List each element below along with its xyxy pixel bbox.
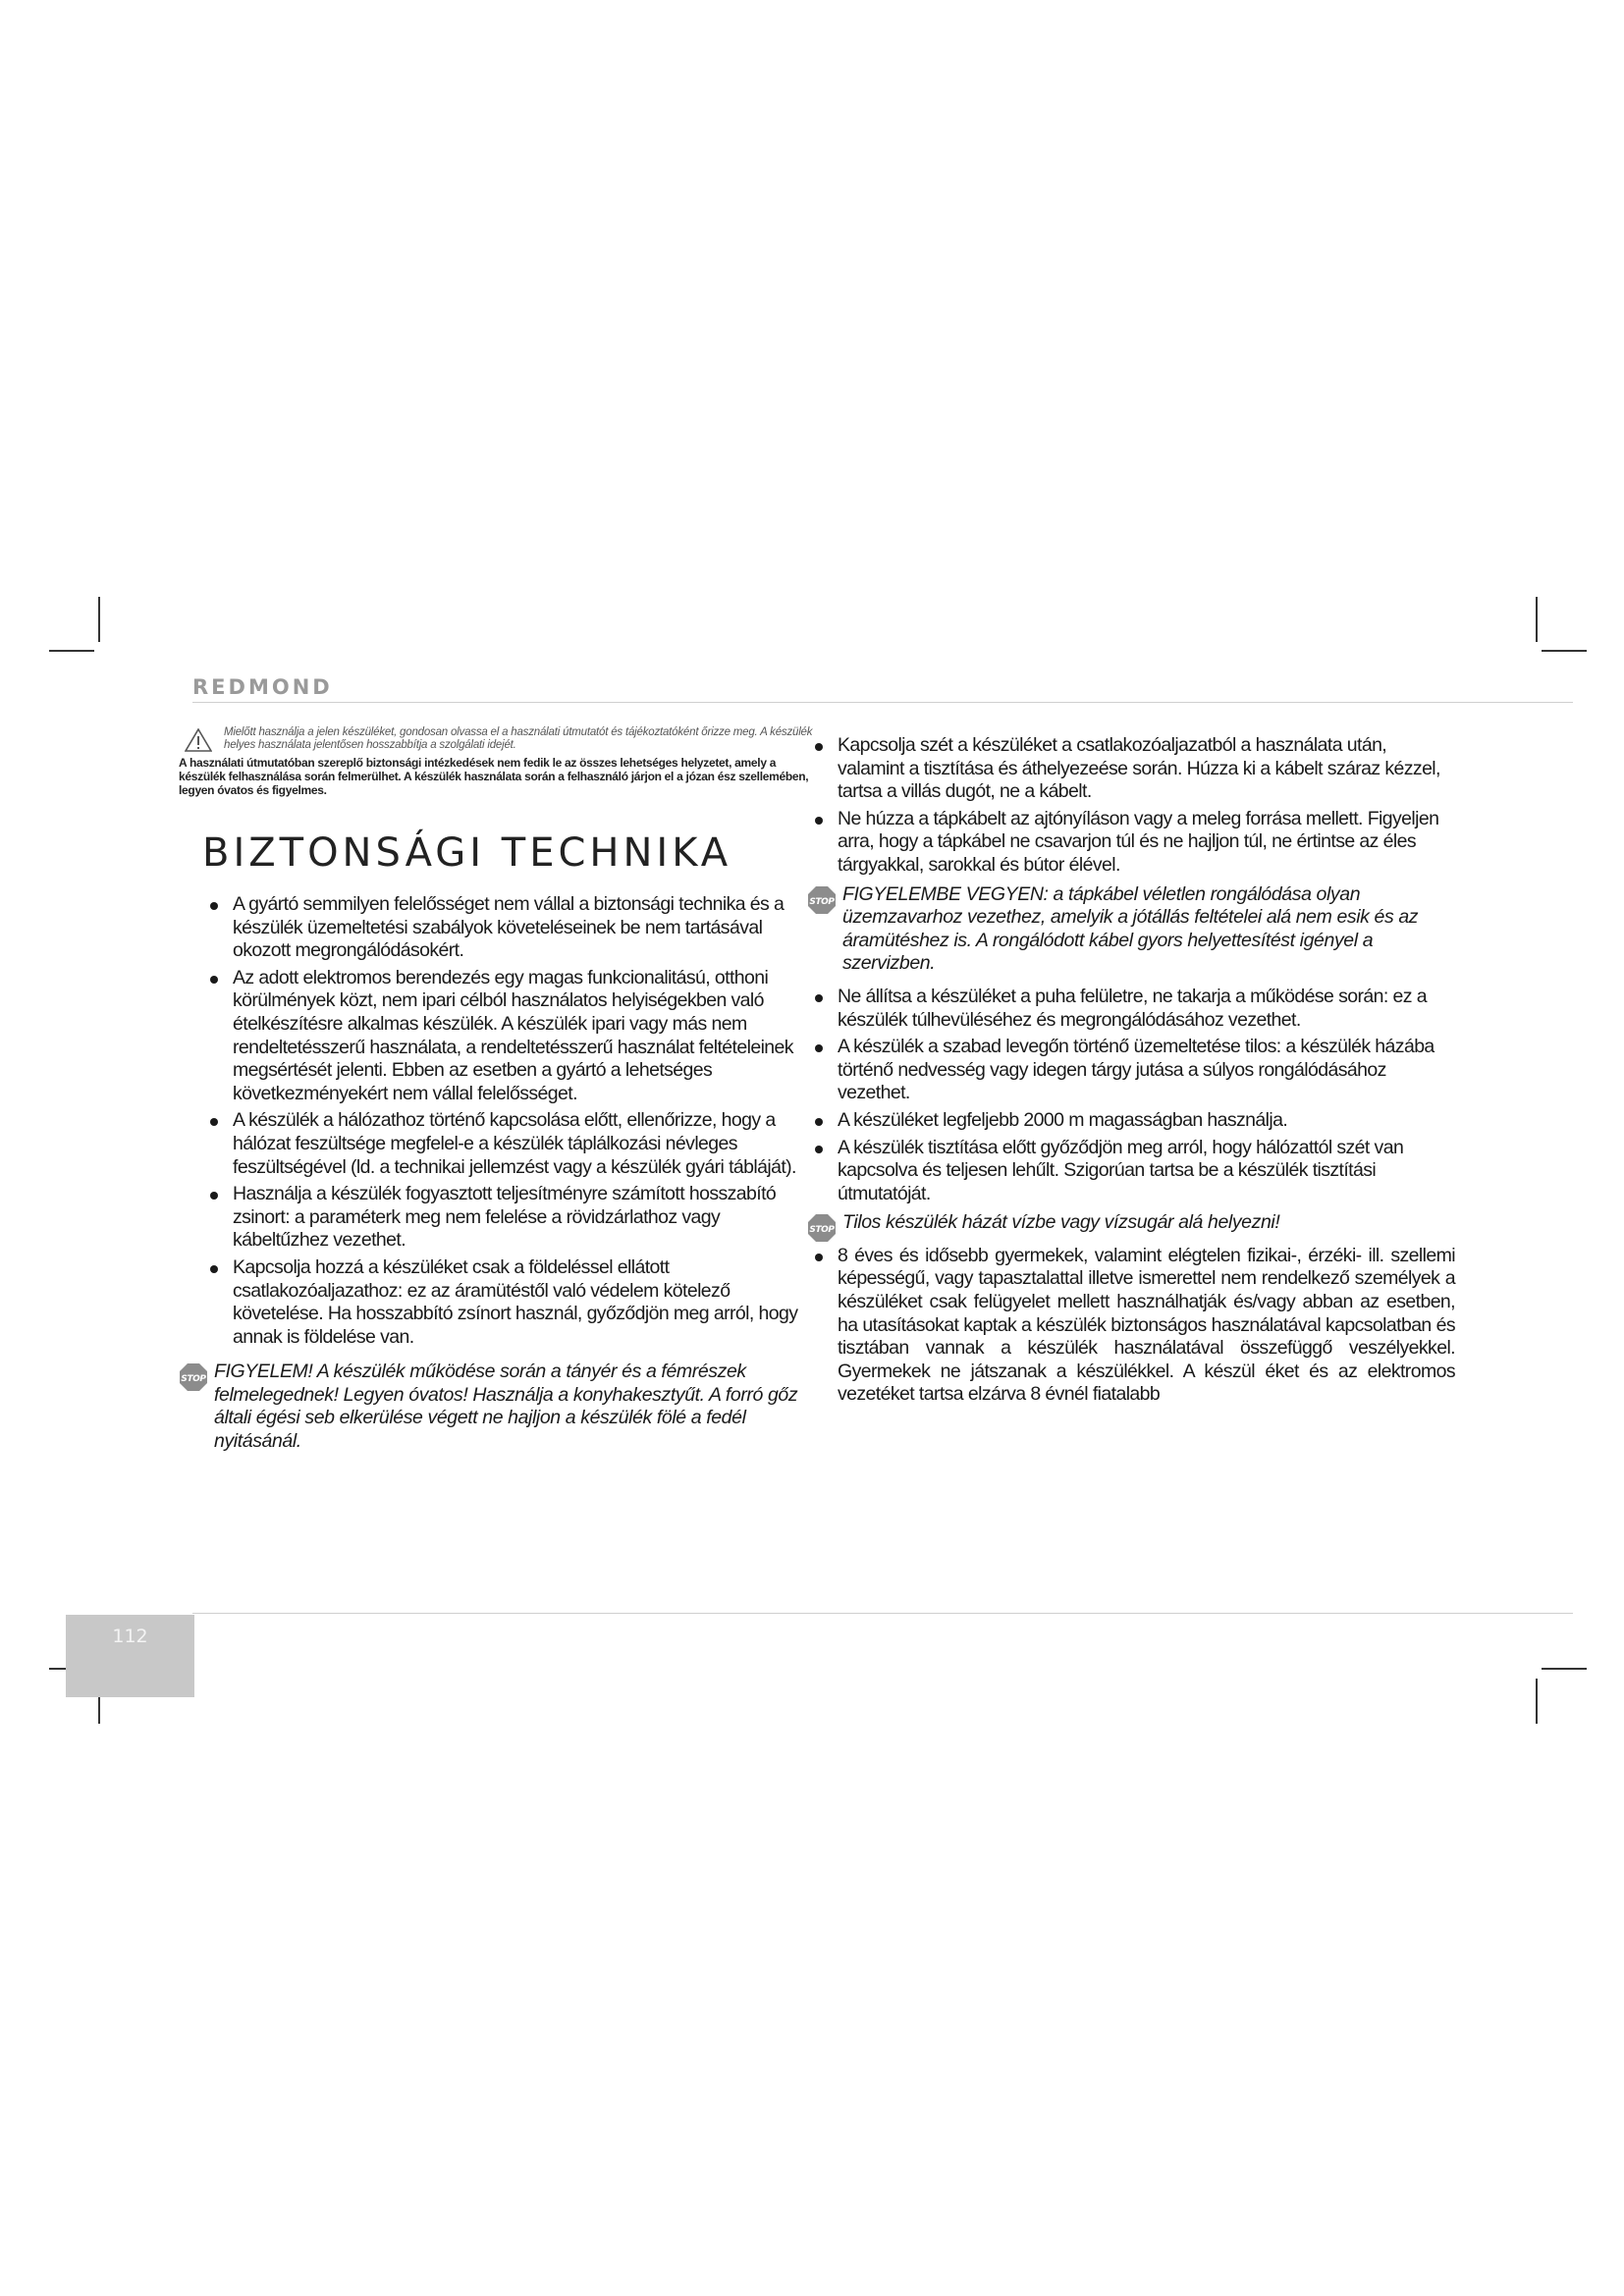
stop-warning: STOP FIGYELEM! A készülék működése során a tányér és a fémrészek felmelegednek! Legyen óvatos! Használja a konyhakesztyűt. A forró gőz általi égési seb elkerülése végett ne hajljon a készülék fölé a fedél nyitásánál. <box>179 1361 819 1453</box>
bullet-icon <box>210 1118 218 1126</box>
bullet-icon <box>815 743 823 751</box>
stop-icon <box>179 1362 208 1392</box>
page-title: BIZTONSÁGI TECHNIKA <box>202 830 732 876</box>
crop-mark <box>1542 1668 1587 1670</box>
footer-rule <box>192 1613 1573 1614</box>
bullet-icon <box>815 1254 823 1261</box>
bullet-icon <box>815 1044 823 1052</box>
bullet-icon <box>210 1192 218 1200</box>
bullet-icon <box>210 976 218 984</box>
list-item: Ne húzza a tápkábelt az ajtónyíláson vagy a meleg forrása mellett. Figyeljen arra, hogy a tápkábel ne csavarjon túl és ne hajljon túl, ne értintse az éles tárgyakkal, sarokkal és bútor élével. <box>807 808 1455 878</box>
list-item: Kapcsolja hozzá a készüléket csak a földeléssel ellátott csatlakozóaljazathoz: ez az áramütéstől való védelem kötelező követelése. Ha hosszabbító zsínort használ, győződjön meg arról, hogy annak is földelése van. <box>202 1256 819 1349</box>
list-item: A készülék a hálózathoz történő kapcsolása előtt, ellenőrizze, hogy a hálózat feszültsége megfelel-e a készülék táplálkozási névleges feszültségével (ld. a technikai jellemzést vagy a készülék gyári tábláját). <box>202 1109 819 1179</box>
crop-mark <box>1536 1679 1538 1724</box>
list-item: A gyártó semmilyen felelősséget nem vállal a biztonsági technika és a készülék üzemeltetési szabályok követeléseinek be nem tartásával okozott megrongálódásokért. <box>202 893 819 963</box>
right-list-a <box>807 734 1455 878</box>
warning-icon <box>185 728 212 752</box>
list-item: Kapcsolja szét a készüléket a csatlakozóaljazatból a használata után, valamint a tisztítása és áthelyezeése során. Húzza ki a kábelt száraz kézzel, tartsa a villás dugót, ne a kábelt. <box>807 734 1455 804</box>
list-item: A készüléket legfeljebb 2000 m magasságban használja. <box>807 1109 1455 1133</box>
bullet-icon <box>210 1265 218 1273</box>
list-item: Használja a készülék fogyasztott teljesítményre számított hosszabító zsinort: a paraméterk meg nem felelése a rövidzárlathoz vagy kábeltűzhez vezethet. <box>202 1183 819 1253</box>
notice-italic: Mielőtt használja a jelen készüléket, gondosan olvassa el a használati útmutatót és tájékoztatóként őrizze meg. A készülék helyes használata jelentősen hosszabbítja a szolgálati idejét. <box>224 726 813 751</box>
stop-warning: STOP Tilos készülék házát vízbe vagy vízsugár alá helyezni! <box>807 1211 1455 1235</box>
notice-bold: A használati útmutatóban szereplő biztonsági intézkedések nem fedik le az összes lehetséges helyzetet, amely a készülék felhasználása során felmerülhet. A készülék használata során a felhasználó járjon el a józan ész szellemében, legyen óvatos és figyelmes. <box>179 756 809 797</box>
stop-icon <box>807 1213 837 1243</box>
left-column <box>179 726 819 1464</box>
bullet-icon <box>815 1118 823 1126</box>
crop-mark <box>49 650 94 652</box>
crop-mark <box>1536 597 1538 642</box>
right-column <box>807 734 1455 1411</box>
crop-mark <box>1542 650 1587 652</box>
header-rule <box>192 702 1573 703</box>
list-item: A készülék tisztítása előtt győződjön meg arról, hogy hálózattól szét van kapcsolva és teljesen lehűlt. Szigorúan tartsa be a készülék tisztítási útmutatóját. <box>807 1137 1455 1206</box>
svg-text:STOP: STOP <box>181 1374 206 1385</box>
bullet-icon <box>210 902 218 910</box>
notice <box>179 726 819 752</box>
bullet-icon <box>815 1146 823 1153</box>
svg-text:STOP: STOP <box>809 1225 835 1236</box>
list-item: 8 éves és idősebb gyermekek, valamint elégtelen fizikai-, érzéki- ill. szellemi képességű, vagy tapasztalattal illetve ismerettel nem rendelkező személyek a készüléket csak felügyelet mellett használhatják és/vagy abban az esetben, ha utasításokat kaptak a készülék biztonságos használatával kapcsolatban és tisztában vannak a készülék használatával összefüggő veszélyekkel. Gyermekek ne játszanak a készülékkel. A készül éket és az elektromos vezetéket tartsa elzárva 8 évnél fiatalabb <box>807 1245 1455 1407</box>
list-item: Ne állítsa a készüléket a puha felületre, ne takarja a működése során: ez a készülék túlhevüléséhez és megrongálódásához vezethet. <box>807 986 1455 1032</box>
list-item: A készülék a szabad levegőn történő üzemeltetése tilos: a készülék házába történő nedvesség vagy idegen tárgy jutása a súlyos rongálódásához vezethet. <box>807 1036 1455 1105</box>
left-list <box>179 893 819 1349</box>
bullet-icon <box>815 817 823 825</box>
stop-icon <box>807 885 837 915</box>
right-list-c <box>807 1245 1455 1407</box>
svg-text:STOP: STOP <box>809 896 835 907</box>
stop-warning: STOP FIGYELEMBE VEGYEN: a tápkábel véletlen rongálódása olyan üzemzavarhoz vezethez, amelyik a jótállás feltételei alá nem esik és az áramütéshez is. A rongálódott kábel gyors helyettesítést igényel a szervizben. <box>807 883 1455 976</box>
right-list-b <box>807 986 1455 1205</box>
bullet-icon <box>815 994 823 1002</box>
list-item: Az adott elektromos berendezés egy magas funkcionalitású, otthoni körülmények közt, nem ipari célból használatos helyiségekben való ételkészítésre alkalmas készülék. A készülék ipari vagy más nem rendeltetésszerű használata, a rendeltetésszerű használat feltételeinek megsértését jelenti. Ebben az esetben a gyártó a lehetséges következményekért nem vállal felelősséget. <box>202 967 819 1106</box>
crop-mark <box>98 597 100 642</box>
brand-logo: REDMOND <box>192 675 333 699</box>
page-number: 112 <box>112 1626 148 1647</box>
